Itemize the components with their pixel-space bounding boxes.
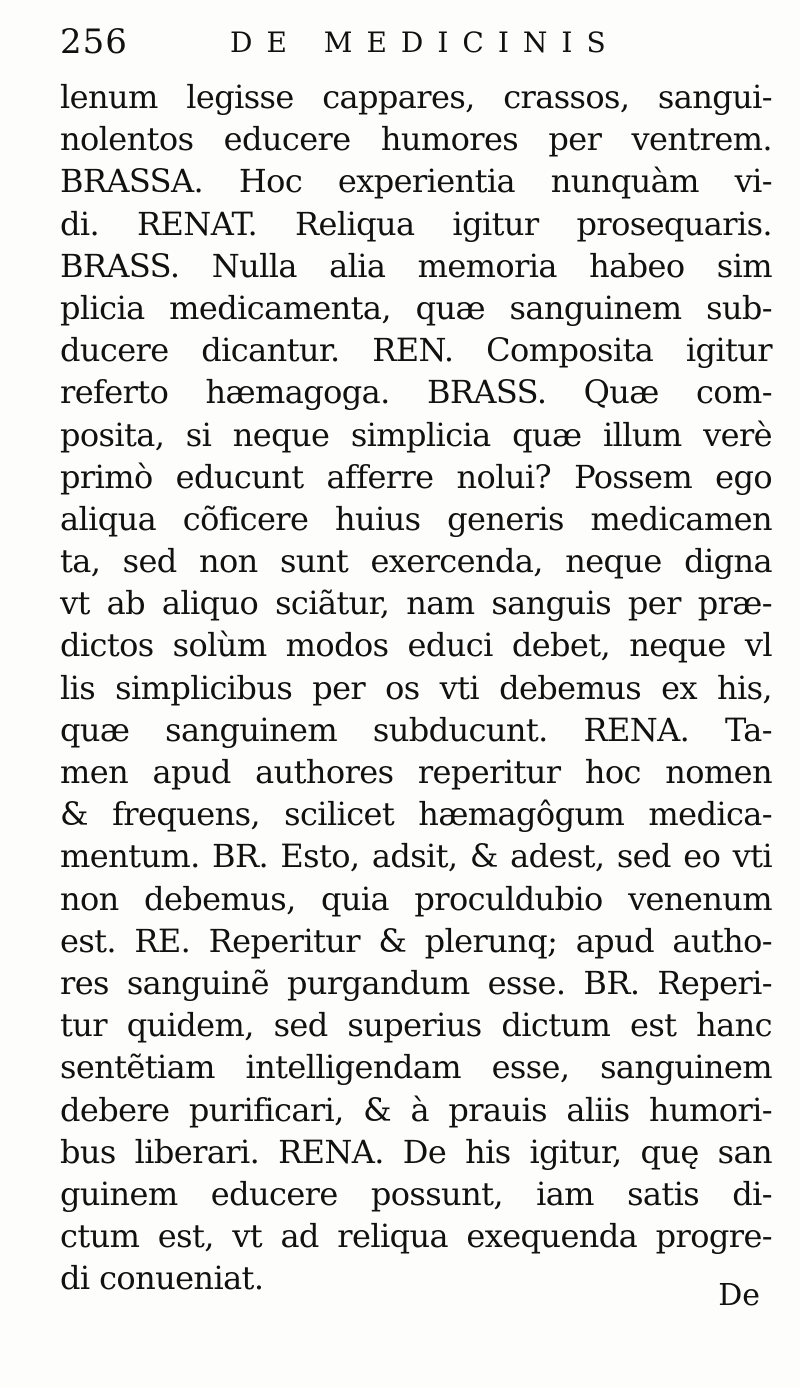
text-line: referto hæmagoga. BRASS. Quæ com- bbox=[60, 373, 772, 412]
text-line: quæ sanguinem subducunt. RENA. Ta- bbox=[60, 710, 772, 749]
page-number: 256 bbox=[60, 22, 128, 62]
running-head: DE MEDICINIS bbox=[230, 26, 620, 59]
text-line: sentẽtiam intelligendam esse, sanguinem bbox=[60, 1048, 772, 1087]
text-line: & frequens, scilicet hæmagôgum medica- bbox=[60, 795, 772, 834]
text-line: ta, sed non sunt exercenda, neque digna bbox=[60, 542, 772, 581]
text-line: guinem educere possunt, iam satis di- bbox=[60, 1174, 772, 1213]
text-line: est. RE. Reperitur & plerunq; apud autho- bbox=[60, 921, 772, 960]
text-line: men apud authores reperitur hoc nomen bbox=[60, 753, 772, 791]
text-line: plicia medicamenta, quæ sanguinem sub- bbox=[60, 288, 772, 327]
text-line: lenum legisse cappares, crassos, sangui- bbox=[60, 78, 772, 116]
text-line: BRASS. Nulla alia memoria habeo sim bbox=[60, 246, 772, 285]
body-text bbox=[60, 76, 772, 1299]
text-line: bus liberari. RENA. De his igitur, quę san bbox=[60, 1132, 772, 1171]
page-header bbox=[60, 14, 620, 66]
text-line: ctum est, vt ad reliqua exequenda progre- bbox=[60, 1217, 772, 1256]
text-line: nolentos educere humores per ventrem. bbox=[60, 120, 772, 159]
text-line: lis simplicibus per os vti debemus ex his, bbox=[60, 668, 772, 707]
text-line: tur quidem, sed superius dictum est hanc bbox=[60, 1006, 772, 1045]
text-line: mentum. BR. Esto, adsit, & adest, sed eo vti bbox=[60, 837, 772, 876]
text-line: vt ab aliquo sciãtur, nam sanguis per præ- bbox=[60, 584, 772, 623]
text-line: BRASSA. Hoc experientia nunquàm vi- bbox=[60, 162, 772, 201]
text-line: di. RENAT. Reliqua igitur prosequaris. bbox=[60, 204, 772, 243]
text-line: non debemus, quia proculdubio venenum bbox=[60, 879, 772, 918]
text-line: debere purificari, & à prauis aliis humori- bbox=[60, 1090, 772, 1129]
text-line: posita, si neque simplicia quæ illum verè bbox=[60, 415, 772, 454]
text-line: di conueniat. bbox=[60, 1259, 264, 1298]
text-line: ducere dicantur. REN. Composita igitur bbox=[60, 331, 772, 370]
text-line: aliqua cõficere huius generis medicamen bbox=[60, 499, 772, 538]
catchword: De bbox=[718, 1278, 760, 1313]
text-line: primò educunt afferre nolui? Possem ego bbox=[60, 457, 772, 496]
text-line: dictos solùm modos educi debet, neque vl bbox=[60, 626, 772, 665]
text-line: res sanguinẽ purgandum esse. BR. Reperi- bbox=[60, 963, 772, 1002]
